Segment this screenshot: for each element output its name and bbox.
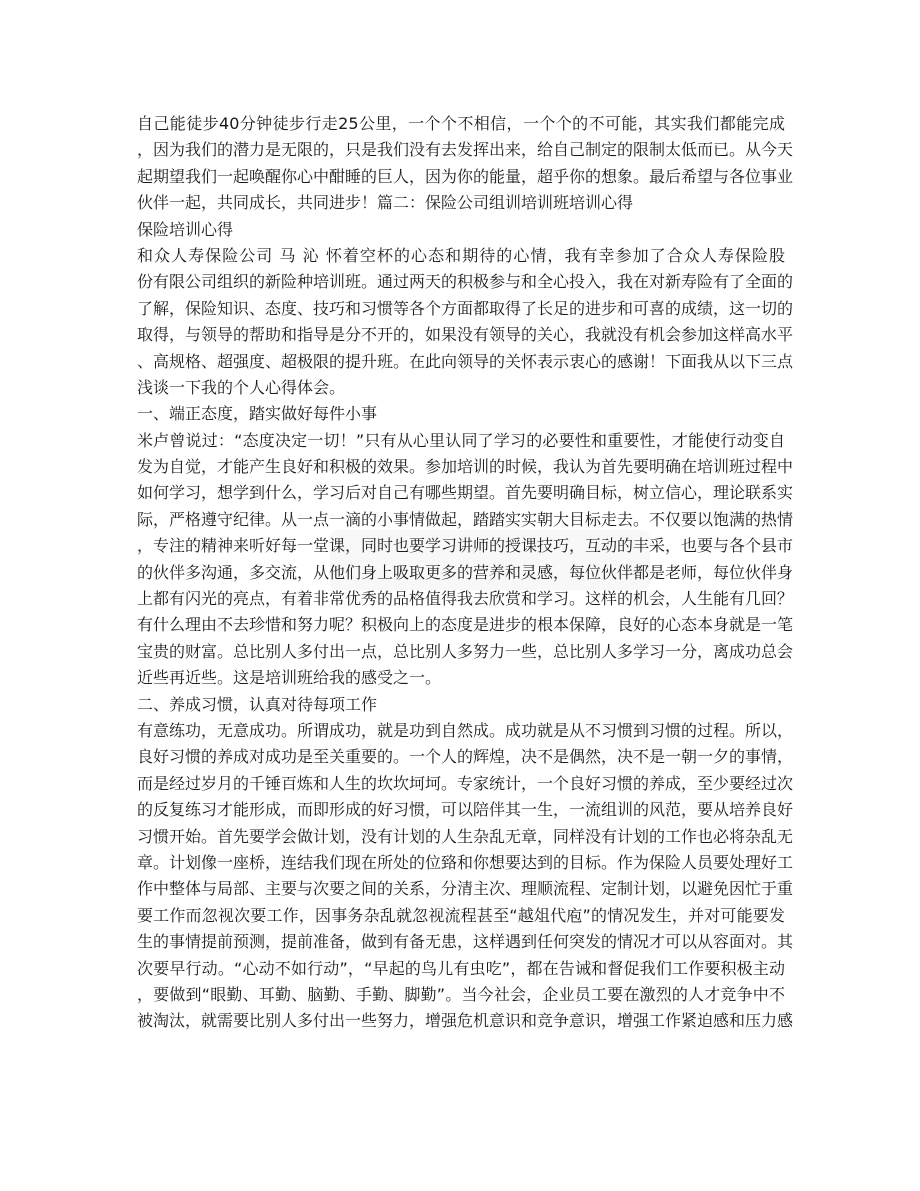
text-line: 而是经过岁月的千锤百炼和人生的坎坎坷坷。专家统计，一个良好习惯的养成，至少要经过次 xyxy=(137,773,794,793)
text-line: ，专注的精神来听好每一堂课，同时也要学习讲师的授课技巧，互动的丰采，也要与各个县市 xyxy=(137,536,794,556)
text-line: 浅谈一下我的个人心得体会。 xyxy=(137,377,346,397)
document-body xyxy=(137,111,794,1035)
text-line: 作中整体与局部、主要与次要之间的关系，分清主次、理顺流程、定制计划，以避免因忙于重 xyxy=(137,879,794,899)
text-line: 良好习惯的养成对成功是至关重要的。一个人的辉煌，决不是偶然，决不是一朝一夕的事情， xyxy=(137,747,794,767)
text-line: 的伙伴多沟通，多交流，从他们身上吸取更多的营养和灵感，每位伙伴都是老师，每位伙伴身 xyxy=(137,562,794,582)
text-line: 被淘汰，就需要比别人多付出一些努力，增强危机意识和竞争意识，增强工作紧迫感和压力感 xyxy=(137,1011,794,1031)
text-line: 、高规格、超强度、超极限的提升班。在此向领导的关怀表示衷心的感谢！下面我从以下三点 xyxy=(137,351,794,371)
text-line: 起期望我们一起唤醒你心中酣睡的巨人，因为你的能量，超乎你的想象。最后希望与各位事业 xyxy=(137,166,794,186)
text-line: 习惯开始。首先要学会做计划，没有计划的人生杂乱无章，同样没有计划的工作也必将杂乱无 xyxy=(137,826,794,846)
text-line: 如何学习，想学到什么，学习后对自己有哪些期望。首先要明确目标，树立信心，理论联系实 xyxy=(137,483,794,503)
text-line: ，要做到“眼勤、耳勤、脑勤、手勤、脚勤”。当今社会，企业员工要在激烈的人才竞争中不 xyxy=(137,984,785,1004)
text-line: 际，严格遵守纪律。从一点一滴的小事情做起，踏踏实实朝大目标走去。不仅要以饱满的热情 xyxy=(137,509,794,529)
text-line: 要工作而忽视次要工作，因事务杂乱就忽视流程甚至“越俎代庖”的情况发生，并对可能要发 xyxy=(137,905,785,925)
text-line: 宝贵的财富。总比别人多付出一点，总比别人多努力一些，总比别人多学习一分，离成功总会 xyxy=(137,641,794,661)
text-line: 伙伴一起，共同成长，共同进步！篇二：保险公司组训培训班培训心得 xyxy=(137,193,634,213)
text-line: 的反复练习才能形成，而即形成的好习惯，可以陪伴其一生，一流组训的风范，要从培养良好 xyxy=(137,800,794,820)
text-line: 有意练功，无意成功。所谓成功，就是功到自然成。成功就是从不习惯到习惯的过程。所以， xyxy=(137,720,794,740)
text-line: ，因为我们的潜力是无限的，只是我们没有去发挥出来，给自己制定的限制太低而已。从今天 xyxy=(137,140,794,160)
text-line: 上都有闪光的亮点，有着非常优秀的品格值得我去欣赏和学习。这样的机会，人生能有几回？ xyxy=(137,589,794,609)
text-line: 米卢曾说过：“态度决定一切！”只有从心里认同了学习的必要性和重要性，才能使行动变自 xyxy=(137,430,785,450)
text-line: 一、端正态度，踏实做好每件小事 xyxy=(137,404,378,424)
text-line: 了解，保险知识、态度、技巧和习惯等各个方面都取得了长足的进步和可喜的成绩，这一切的 xyxy=(137,298,794,318)
text-line: 自己能徒步40分钟徒步行走25公里，一个个不相信，一个个的不可能，其实我们都能完成 xyxy=(137,114,785,133)
text-line: 发为自觉，才能产生良好和积极的效果。参加培训的时候，我认为首先要明确在培训班过程中 xyxy=(137,457,794,477)
text-line: 份有限公司组织的新险种培训班。通过两天的积极参与和全心投入，我在对新寿险有了全面的 xyxy=(137,272,794,292)
text-line: 取得，与领导的帮助和指导是分不开的，如果没有领导的关心，我就没有机会参加这样高水平 xyxy=(137,325,794,345)
text-line: 二、养成习惯，认真对待每项工作 xyxy=(137,694,378,714)
text-line: 生的事情提前预测，提前准备，做到有备无患，这样遇到任何突发的情况才可以从容面对。其 xyxy=(137,932,794,952)
text-line: 有什么理由不去珍惜和努力呢？积极向上的态度是进步的根本保障，良好的心态本身就是一笔 xyxy=(137,615,794,635)
text-line: 保险培训心得 xyxy=(137,219,234,239)
text-line: 近些再近些。这是培训班给我的感受之一。 xyxy=(137,668,442,688)
text-line: 次要早行动。“心动不如行动”，“早起的鸟儿有虫吃”，都在告诫和督促我们工作要积极主动 xyxy=(137,958,785,978)
text-line: 和众人寿保险公司 马 沁 怀着空杯的心态和期待的心情，我有幸参加了合众人寿保险股 xyxy=(137,245,785,265)
text-line: 章。计划像一座桥，连结我们现在所处的位臵和你想要达到的目标。作为保险人员要处理好工 xyxy=(137,852,794,872)
